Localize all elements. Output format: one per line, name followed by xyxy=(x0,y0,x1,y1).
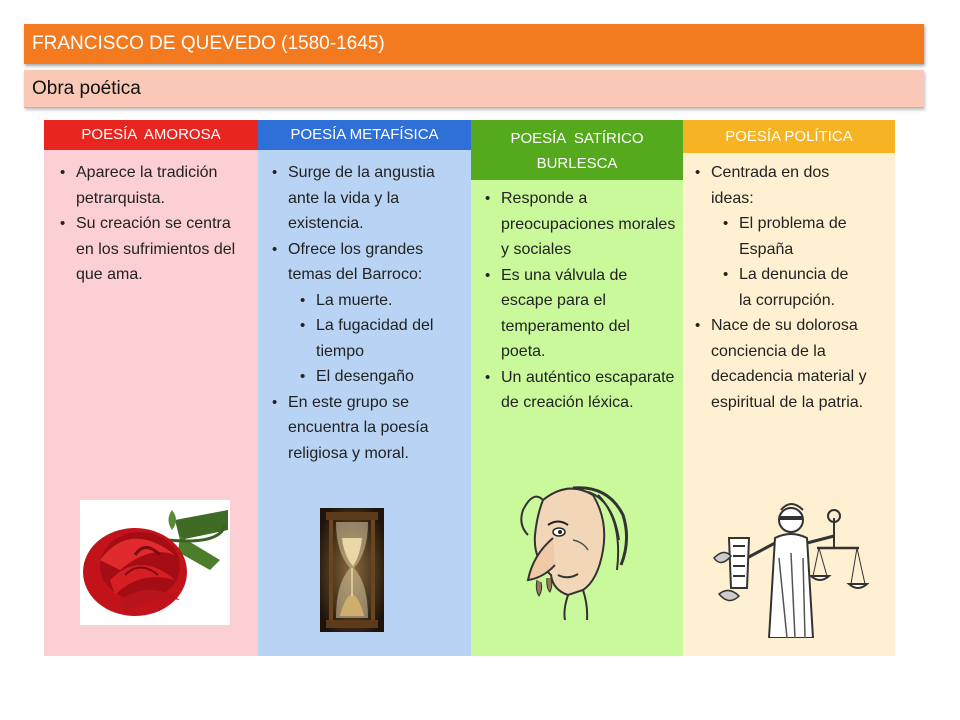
column-header-politica: POESÍA POLÍTICA xyxy=(683,120,895,153)
list-item: • El desengaño xyxy=(296,364,465,390)
column-amorosa xyxy=(44,120,258,656)
column-politica xyxy=(683,120,895,656)
column-body-amorosa xyxy=(44,150,258,288)
list-item: • La muerte. xyxy=(296,288,465,314)
list-item: • La fugacidad del tiempo xyxy=(296,313,465,364)
list-item: • Surge de la angustia ante la vida y la existencia. xyxy=(268,160,465,237)
list-item: • Ofrece los grandes temas del Barroco: xyxy=(268,237,465,288)
bullet-list xyxy=(691,160,889,211)
slide-subtitle: Obra poética xyxy=(24,70,924,108)
bullet-list xyxy=(268,160,465,288)
column-body-satirica xyxy=(471,180,683,416)
bullet-list xyxy=(56,160,252,288)
list-item: • El problema de España xyxy=(719,211,889,262)
list-item: • Aparece la tradición petrarquista. xyxy=(56,160,252,211)
bullet-list xyxy=(268,390,465,467)
column-header-metafisica: POESÍA METAFÍSICA xyxy=(258,120,471,150)
list-item: • Es una válvula de escape para el temperamento del poeta. xyxy=(481,263,677,365)
list-item: • La denuncia de la corrupción. xyxy=(719,262,889,313)
bullet-list xyxy=(481,186,677,416)
slide-title: FRANCISCO DE QUEVEDO (1580-1645) xyxy=(24,24,924,64)
hourglass-icon xyxy=(320,508,384,632)
red-rose-icon xyxy=(80,500,230,625)
bullet-list xyxy=(691,313,889,415)
column-body-metafisica xyxy=(258,150,471,466)
column-header-satirica: POESÍA SATÍRICO BURLESCA xyxy=(471,120,683,180)
column-header-amorosa: POESÍA AMOROSA xyxy=(44,120,258,150)
sub-bullet-list xyxy=(296,288,465,390)
column-satirica xyxy=(471,120,683,656)
column-metafisica xyxy=(258,120,471,656)
list-item: • Responde a preocupaciones morales y sociales xyxy=(481,186,677,263)
justice-figure-icon xyxy=(709,498,869,638)
list-item: • Centrada en dos ideas: xyxy=(691,160,889,211)
list-item: • Un auténtico escaparate de creación léxica. xyxy=(481,365,677,416)
column-body-politica xyxy=(683,153,895,415)
caricature-face-icon xyxy=(513,480,633,620)
list-item: • Nace de su dolorosa conciencia de la decadencia material y espiritual de la patria. xyxy=(691,313,889,415)
list-item: • Su creación se centra en los sufrimientos del que ama. xyxy=(56,211,252,288)
sub-bullet-list xyxy=(719,211,889,313)
list-item: • En este grupo se encuentra la poesía religiosa y moral. xyxy=(268,390,465,467)
